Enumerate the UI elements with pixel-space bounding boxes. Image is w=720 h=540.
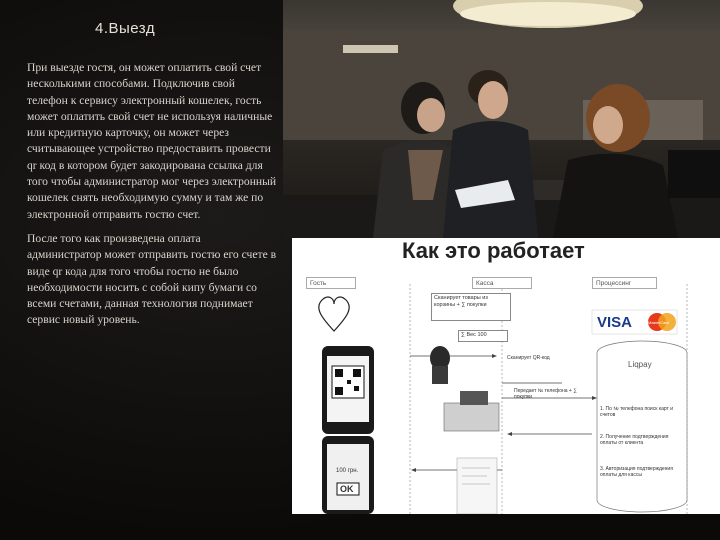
phone-amount: 100 грн. xyxy=(336,468,359,474)
sum-box: ∑ Вес 100 xyxy=(458,330,508,342)
diagram-title: Как это работает xyxy=(402,238,585,263)
phone-ok-button: OK xyxy=(340,484,354,494)
paragraph-1: При выезде гостя, он может оплатить свой счет несколькими способами. Подключив свой телефон к сервису электронный кошелек, гость может оплатить свой счет не используя наличные или кредитную карточку, он может через считывающее устройство предоставить провести qr код в котором будет закодирована ссылка для того чтобы администратор мог через электронный кошелек снять необходимую сумму и там же по электронной отправить гостю счет. xyxy=(27,61,277,221)
slide-title: 4.Выезд xyxy=(95,20,156,37)
column-processing: Процессинг xyxy=(592,277,657,289)
photo-illustration xyxy=(283,0,720,238)
paragraph-2: После того как произведена оплата администратор может отправить гостю его счете в виде qr кода для того чтобы гостю не было необходимости носить с собой кипу бумаги со всеми счетами, данная технология поднимает сервис новый уровень. xyxy=(27,231,277,327)
step-1: 1. По № телефона поиск карт и счетов xyxy=(600,406,674,418)
hotel-reception-photo xyxy=(283,0,720,238)
step-3: 3. Авторизация подтверждения оплаты для кассы xyxy=(600,466,673,478)
visa-logo: VISA xyxy=(597,314,633,331)
column-cashier: Касса xyxy=(472,277,532,289)
slide-body xyxy=(27,60,277,337)
column-guest: Гость xyxy=(306,277,356,289)
scan-qr-label: Сканирует QR-код xyxy=(507,355,550,361)
mastercard-logo: MasterCard xyxy=(648,320,669,325)
heart-icon xyxy=(319,297,349,331)
liqpay-label: Liqpay xyxy=(628,360,652,369)
step-2: 2. Получение подтверждения оплаты от клиента xyxy=(600,434,669,446)
receipt-icon xyxy=(457,458,497,514)
cash-register-icon xyxy=(444,403,499,431)
scan-step-box: Сканирует товары из корзины + ∑ покупки xyxy=(431,293,511,321)
transfer-label: Передает № телефона + ∑ покупки xyxy=(514,388,577,400)
how-it-works-diagram xyxy=(292,238,720,514)
